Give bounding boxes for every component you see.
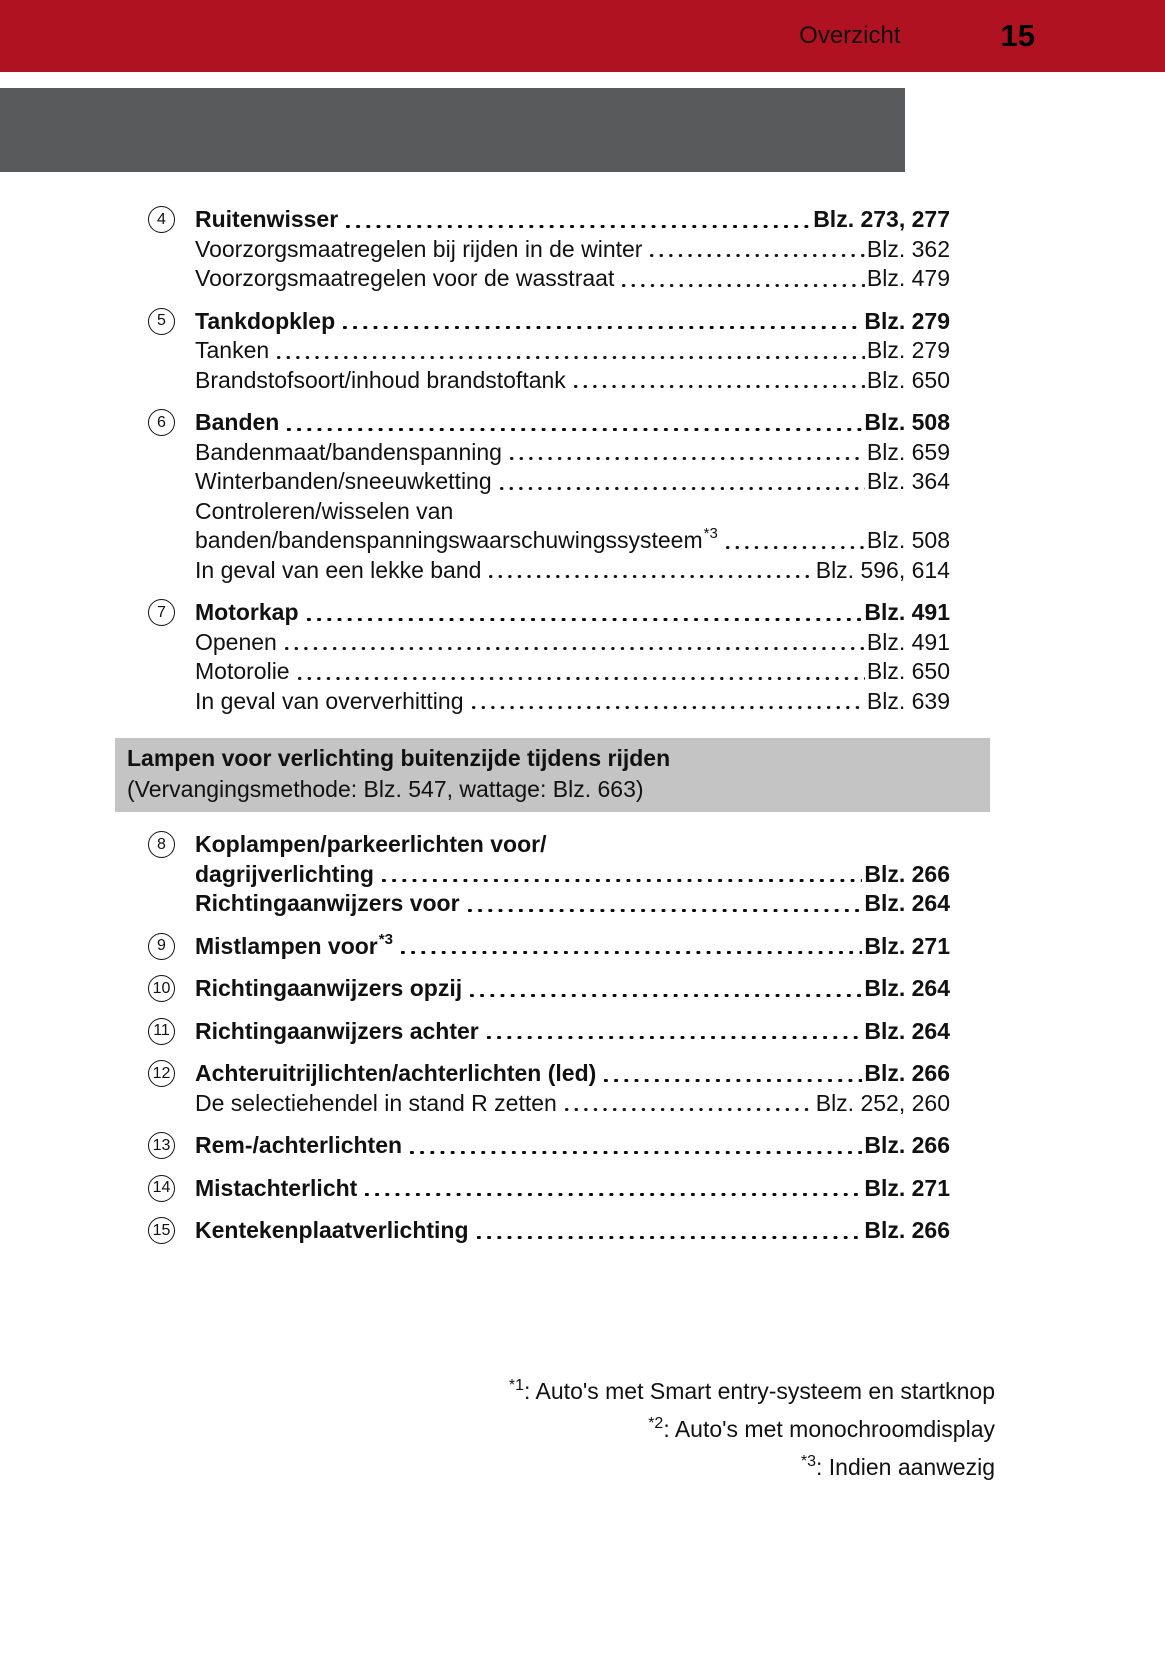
entry-line — [195, 497, 950, 527]
toc-entry-8 — [115, 830, 990, 889]
item-number: 5 — [148, 308, 175, 335]
page-reference: Blz. 266 — [864, 1132, 950, 1158]
entry-body — [195, 408, 950, 438]
item-number-column — [115, 556, 195, 586]
entry-label: Richtingaanwijzers voor — [195, 890, 460, 916]
item-number: 9 — [148, 933, 175, 960]
entry-line — [195, 932, 950, 962]
entry-label: In geval van oververhitting — [195, 687, 464, 714]
entry-label: Rem-/achterlichten — [195, 1132, 403, 1158]
footnote-marker: *2 — [648, 1415, 664, 1433]
entry-line — [195, 235, 950, 265]
dotted-leader — [622, 284, 865, 287]
item-number-column — [115, 974, 195, 1004]
page-reference: Blz. 639 — [866, 687, 950, 714]
toc-subentry — [115, 467, 990, 497]
entry-body — [195, 932, 950, 962]
entry-line — [195, 526, 950, 556]
item-number-column — [115, 1017, 195, 1047]
item-number: 4 — [148, 206, 175, 233]
entry-line — [195, 205, 950, 235]
entry-body — [195, 467, 950, 497]
dotted-leader — [487, 1036, 863, 1039]
entry-body — [195, 1089, 950, 1119]
page-reference: Blz. 252, 260 — [815, 1089, 950, 1116]
toc-entry-14 — [115, 1174, 990, 1204]
entry-body — [195, 235, 950, 265]
entry-line — [195, 1089, 950, 1119]
item-number-column — [115, 830, 195, 889]
toc-subentry — [115, 235, 990, 265]
toc-subentry — [115, 687, 990, 717]
entry-line — [195, 336, 950, 366]
toc-subentry — [115, 497, 990, 556]
item-number-column — [115, 467, 195, 497]
page-reference: Blz. 650 — [866, 366, 950, 393]
entry-label: Koplampen/parkeerlichten voor/ — [195, 831, 547, 857]
item-number-column — [115, 932, 195, 962]
entry-body — [195, 497, 950, 556]
entry-label: In geval van een lekke band — [195, 556, 482, 583]
page-reference: Blz. 491 — [866, 628, 950, 655]
item-number: 11 — [148, 1018, 175, 1045]
entry-body — [195, 598, 950, 628]
toc-subentry — [115, 657, 990, 687]
footnote-marker: *1 — [508, 1377, 525, 1395]
item-number-column — [115, 235, 195, 265]
dotted-leader — [574, 385, 865, 388]
item-number-column — [115, 336, 195, 366]
page-reference: Blz. 659 — [866, 438, 950, 465]
entry-body — [195, 264, 950, 294]
footnote-reference: *3 — [703, 525, 718, 542]
item-number-column — [115, 1059, 195, 1089]
page-reference: Blz. 279 — [864, 307, 950, 334]
page-reference: Blz. 364 — [866, 468, 950, 494]
footnote: $^{*3}$: Indien aanwezig — [800, 1453, 995, 1480]
item-number-column — [115, 598, 195, 628]
page-reference: Blz. 508 — [866, 527, 950, 553]
entry-label: Openen — [195, 628, 277, 655]
footnotes — [508, 1372, 995, 1486]
entry-body — [195, 556, 950, 586]
entry-line — [195, 438, 950, 468]
toc-entry-11 — [115, 1017, 990, 1047]
entry-body — [195, 687, 950, 717]
entry-label: Banden — [195, 409, 280, 435]
page-reference: Blz. 650 — [866, 658, 950, 684]
dotted-leader — [470, 994, 862, 997]
entry-line — [195, 307, 950, 337]
dotted-leader — [650, 254, 864, 257]
dotted-leader — [401, 951, 862, 954]
item-number: 13 — [148, 1132, 175, 1159]
dotted-leader — [604, 1079, 862, 1082]
dotted-leader — [343, 326, 862, 329]
dotted-leader — [307, 618, 863, 621]
section-title: Overzicht — [799, 22, 901, 49]
entry-label: Ruitenwisser — [195, 206, 339, 232]
page-reference: Blz. 491 — [864, 599, 950, 625]
entry-label: Richtingaanwijzers achter — [195, 1017, 479, 1044]
entry-label: Controleren/wisselen van — [195, 497, 454, 524]
page-reference: Blz. 508 — [864, 409, 950, 435]
page-reference: Blz. 271 — [864, 1174, 950, 1201]
toc-entry-13 — [115, 1131, 990, 1161]
item-number-column — [115, 657, 195, 687]
entry-body — [195, 1174, 950, 1204]
item-number-column — [115, 687, 195, 717]
dotted-leader — [382, 879, 862, 882]
page-reference: Blz. 264 — [864, 1017, 950, 1044]
entry-label: banden/bandenspanningswaarschuwingssysteem — [195, 527, 703, 553]
entry-body — [195, 974, 950, 1004]
entry-label: Voorzorgsmaatregelen voor de wasstraat — [195, 265, 615, 291]
entry-body — [195, 205, 950, 235]
entry-label: Winterbanden/sneeuwketting — [195, 468, 492, 494]
item-number-column — [115, 889, 195, 919]
toc-subentry — [115, 889, 990, 919]
toc-entry-4 — [115, 205, 990, 235]
toc-subentry — [115, 1089, 990, 1119]
toc-entry-12 — [115, 1059, 990, 1089]
entry-line — [195, 408, 950, 438]
entry-label: Bandenmaat/bandenspanning — [195, 438, 502, 465]
entry-body — [195, 1017, 950, 1047]
entry-body — [195, 830, 950, 889]
item-number-column — [115, 1174, 195, 1204]
entry-line — [195, 628, 950, 658]
item-number-column — [115, 438, 195, 468]
entry-label: Achteruitrijlichten/achterlichten (led) — [195, 1060, 597, 1086]
entry-label: Motorolie — [195, 658, 290, 684]
page-reference: Blz. 271 — [864, 932, 950, 959]
dotted-leader — [726, 546, 865, 549]
toc-subentry — [115, 556, 990, 586]
toc-entry-7 — [115, 598, 990, 628]
entry-line — [195, 598, 950, 628]
page-reference: Blz. 266 — [864, 1060, 950, 1086]
item-number-column — [115, 1131, 195, 1161]
entry-line — [195, 1216, 950, 1246]
toc-entry-6 — [115, 408, 990, 438]
entry-line — [195, 687, 950, 717]
dotted-leader — [298, 677, 865, 680]
entry-label: Kentekenplaatverlichting — [195, 1217, 469, 1243]
dotted-leader — [285, 647, 865, 650]
dotted-leader — [410, 1151, 862, 1154]
entry-body — [195, 1216, 950, 1246]
chapter-banner — [0, 88, 905, 172]
page-reference: Blz. 266 — [864, 860, 950, 887]
page-reference: Blz. 266 — [864, 1217, 950, 1243]
item-number-column — [115, 205, 195, 235]
item-number-column — [115, 307, 195, 337]
entry-body — [195, 307, 950, 337]
entry-line — [195, 556, 950, 586]
entry-line — [195, 889, 950, 919]
item-number-column — [115, 366, 195, 396]
entry-line — [195, 1017, 950, 1047]
toc-subentry — [115, 366, 990, 396]
page-reference: Blz. 279 — [866, 337, 950, 363]
entry-body — [195, 1131, 950, 1161]
entry-label: De selectiehendel in stand R zetten — [195, 1089, 557, 1116]
item-number: 15 — [148, 1217, 175, 1244]
item-number: 6 — [148, 409, 175, 436]
entry-body — [195, 657, 950, 687]
entry-body — [195, 628, 950, 658]
entry-line — [195, 657, 950, 687]
dotted-leader — [365, 1193, 862, 1196]
entry-line — [195, 366, 950, 396]
dotted-leader — [287, 428, 862, 431]
page-reference: Blz. 479 — [866, 265, 950, 291]
entry-line — [195, 264, 950, 294]
entry-label: Richtingaanwijzers opzij — [195, 975, 463, 1001]
page-reference: Blz. 264 — [864, 890, 950, 916]
entry-line — [195, 860, 950, 890]
item-number-column — [115, 497, 195, 556]
item-number-column — [115, 1089, 195, 1119]
section-heading — [115, 738, 990, 812]
toc-entry-15 — [115, 1216, 990, 1246]
entry-label: Brandstofsoort/inhoud brandstoftank — [195, 366, 566, 393]
footnote: $^{*2}$: Auto's met monochroomdisplay — [648, 1415, 995, 1442]
item-number-column — [115, 1216, 195, 1246]
item-number: 14 — [148, 1175, 175, 1202]
item-number: 7 — [148, 599, 175, 626]
dotted-leader — [472, 706, 865, 709]
entry-body — [195, 336, 950, 366]
toc-content — [115, 192, 990, 1246]
dotted-leader — [489, 575, 813, 578]
section-heading-title: Lampen voor verlichting buitenzijde tijdens rijden — [127, 745, 671, 771]
entry-label: Voorzorgsmaatregelen bij rijden in de winter — [195, 235, 643, 262]
entry-label: dagrijverlichting — [195, 860, 374, 887]
entry-line — [195, 1131, 950, 1161]
toc-subentry — [115, 336, 990, 366]
toc-subentry — [115, 628, 990, 658]
entry-body — [195, 889, 950, 919]
section-heading-subtitle: (Vervangingsmethode: Blz. 547, wattage: Blz. 663) — [127, 776, 644, 802]
item-number-column — [115, 628, 195, 658]
footnote: $^{*1}$: Auto's met Smart entry-systeem en startknop — [508, 1377, 995, 1404]
item-number-column — [115, 408, 195, 438]
page-reference: Blz. 596, 614 — [815, 556, 950, 583]
footnote-marker: *3 — [800, 1453, 816, 1471]
page-header — [799, 0, 1035, 72]
item-number-column — [115, 264, 195, 294]
entry-label: Tankdopklep — [195, 307, 336, 334]
entry-line — [195, 1174, 950, 1204]
toc-entry-5 — [115, 307, 990, 337]
dotted-leader — [277, 356, 865, 359]
entry-body — [195, 438, 950, 468]
footnote-reference: *3 — [378, 930, 393, 948]
page-reference: Blz. 264 — [864, 975, 950, 1001]
toc-entry-10 — [115, 974, 990, 1004]
entry-line — [195, 830, 950, 860]
entry-label: Mistlampen voor — [195, 932, 378, 959]
dotted-leader — [500, 487, 865, 490]
entry-label: Mistachterlicht — [195, 1174, 358, 1201]
entry-body — [195, 1059, 950, 1089]
entry-label: Motorkap — [195, 599, 299, 625]
toc-subentry — [115, 438, 990, 468]
entry-line — [195, 974, 950, 1004]
dotted-leader — [346, 225, 811, 228]
dotted-leader — [477, 1236, 863, 1239]
item-number: 8 — [148, 831, 175, 858]
dotted-leader — [510, 457, 865, 460]
toc-entry-9 — [115, 932, 990, 962]
item-number: 12 — [148, 1060, 175, 1087]
page-number: 15 — [1000, 18, 1035, 53]
page-reference: Blz. 273, 277 — [813, 206, 950, 232]
entry-line — [195, 467, 950, 497]
page-reference: Blz. 362 — [866, 235, 950, 262]
dotted-leader — [468, 909, 863, 912]
item-number: 10 — [148, 975, 175, 1002]
dotted-leader — [565, 1108, 814, 1111]
toc-subentry — [115, 264, 990, 294]
entry-label: Tanken — [195, 337, 270, 363]
entry-body — [195, 366, 950, 396]
entry-line — [195, 1059, 950, 1089]
